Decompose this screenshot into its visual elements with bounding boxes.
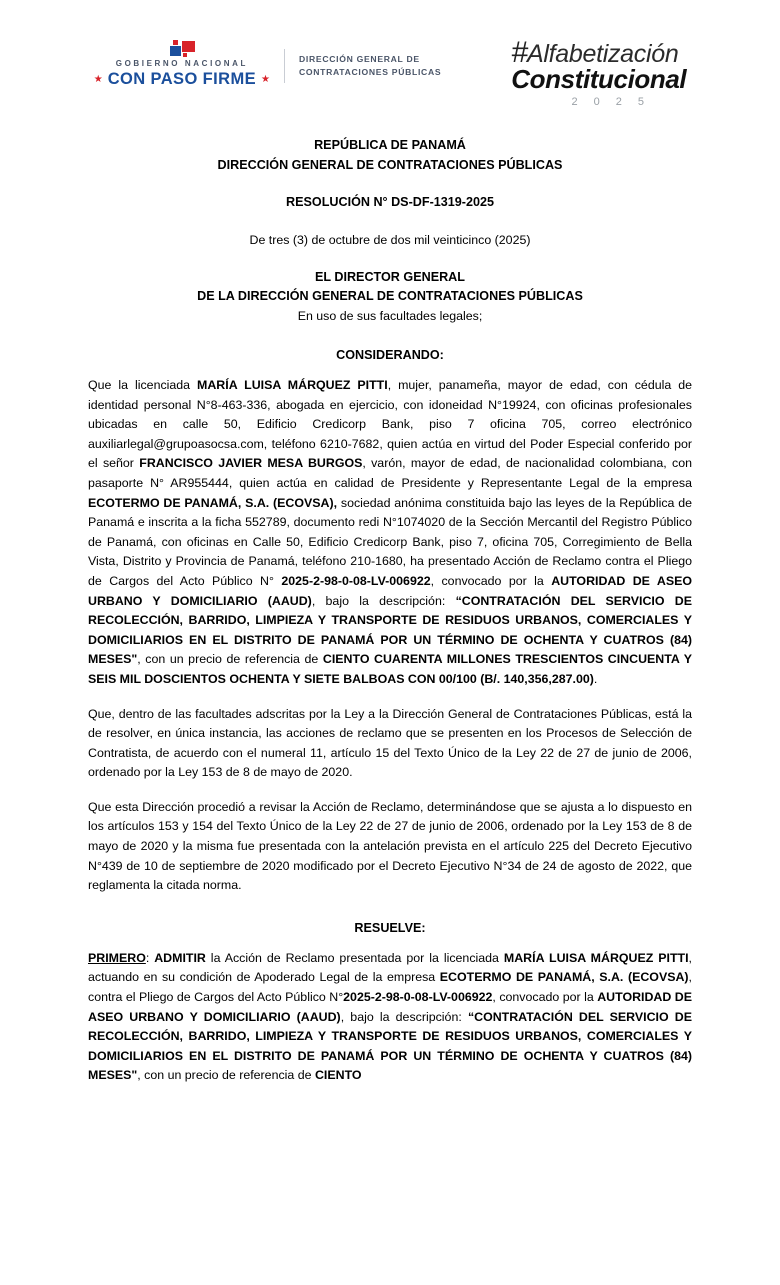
resolution-number: RESOLUCIÓN N° DS-DF-1319-2025 xyxy=(286,195,494,210)
p4-s10: , convocado por la xyxy=(492,990,598,1005)
campaign-word-alfabetizacion: Alfabetización xyxy=(526,40,679,68)
campaign-word-constitucional: Constitucional xyxy=(511,64,687,94)
gobierno-nacional-lockup xyxy=(94,38,284,89)
p1-s15: . xyxy=(593,671,598,686)
star-left-icon: ★ xyxy=(93,73,103,85)
resuelve-heading: RESUELVE: xyxy=(354,920,426,935)
con-paso-firme-text: CON PASO FIRME xyxy=(107,70,257,88)
flag-square-blue xyxy=(170,46,181,56)
p1-s11: , bajo la descripción: xyxy=(311,593,456,608)
agency-name-line-2: CONTRATACIONES PÚBLICAS xyxy=(298,67,442,77)
page-header xyxy=(0,0,780,114)
hashtag-icon: # xyxy=(511,36,527,69)
p1-s7: sociedad anónima constituida bajo las leyes de la República de Panamá e inscrita a la ficha 552789, documento redi N°1074020 de la Sección Mercantil del Registro Público de Panamá, con oficinas en Calle 50, Edificio Credicorp Bank, piso 7, oficina 705, Corregimiento de Bella Vista, Distrito y Provincia de Panamá, teléfono 210-1680, ha presentado Acción de Reclamo contra el Pliego de Cargos del Acto Público N° xyxy=(88,495,692,588)
star-right-icon: ★ xyxy=(261,73,270,85)
considerando-heading: CONSIDERANDO: xyxy=(336,348,444,363)
paragraph-considerando-2: Que, dentro de las facultades adscritas por la Ley a la Dirección General de Contrataciones Públicas, está la de resolver, en única instancia, las acciones de reclamo que se presenten en los Procesos de Selección de Contratista, de acuerdo con el numeral 11, artículo 15 del Texto Único de la Ley 22 de 27 de junio de 2006, ordenado por la Ley 153 de 8 de mayo de 2020. xyxy=(88,706,692,780)
con-paso-firme-lockup xyxy=(94,70,270,89)
country-title: REPÚBLICA DE PANAMÁ xyxy=(314,138,466,152)
campaign-year: 2025 xyxy=(571,96,661,108)
paragraph-considerando-3: Que esta Dirección procedió a revisar la Acción de Reclamo, determinándose que se ajusta a lo dispuesto en los artículos 153 y 154 del Texto Único de la Ley 22 de 27 de junio de 2006, ordenado por la Ley 153 de 8 de mayo de 2020 y la misma fue presentada con la antelación prevista en el artículo 225 del Decreto Ejecutivo N°439 de 10 de septiembre de 2020 modificado por el Decreto Ejecutivo N°34 de 24 de agosto de 2022, que reglamenta la citada norma. xyxy=(88,799,692,893)
p4-s14: , con un precio de referencia de xyxy=(137,1068,315,1083)
p1-lawyer-name: MARÍA LUISA MÁRQUEZ PITTI xyxy=(197,378,388,393)
p1-reference-price: CIENTO CUARENTA MILLONES TRESCIENTOS CINCUENTA Y SEIS MIL DOSCIENTOS OCHENTA Y SIETE BALBOAS CON 00/100 (B/. 140,356,287.00) xyxy=(88,652,692,686)
p1-s3: , mujer, panameña, mayor de edad, con cédula de identidad personal N°8-463-336, abogada en ejercicio, con idoneidad N°19924, con oficinas profesionales ubicadas en calle 50, Edificio Credicorp Bank, piso 7 oficina 705, correo electrónico auxiliarlegal@grupoasocsa.com, teléfono 6210-7682, quien actúa en virtud del Poder Especial conferido por el señor xyxy=(88,378,692,471)
p1-s13: , con un precio de referencia de xyxy=(137,652,323,667)
p4-reference-price-partial: CIENTO xyxy=(314,1068,362,1083)
brand-divider xyxy=(284,49,285,83)
agency-name-line-1: DIRECCIÓN GENERAL DE xyxy=(298,54,420,65)
p4-s8: , contra el Pliego de Cargos del Acto Público N° xyxy=(88,970,692,1005)
authority-line-3: En uso de sus facultades legales; xyxy=(297,308,483,323)
p4-convening-entity: AUTORIDAD DE ASEO URBANO Y DOMICILIARIO (AAUD) xyxy=(88,990,692,1024)
p1-s1: Que la licenciada xyxy=(88,378,198,393)
p1-contract-description: “CONTRATACIÓN DEL SERVICIO DE RECOLECCIÓN, BARRIDO, LIMPIEZA Y TRANSPORTE DE RESIDUOS URBANOS, COMERCIALES Y DOMICILIARIOS EN EL DISTRITO DE PANAMÁ POR UN TÉRMINO DE OCHENTA Y CUATROS (84) MESES" xyxy=(88,593,693,667)
flag-square-red-tiny xyxy=(183,53,187,57)
p1-act-number: 2025-2-98-0-08-LV-006922 xyxy=(281,573,431,588)
authority-line-1: EL DIRECTOR GENERAL xyxy=(315,269,465,284)
campaign-logo xyxy=(511,38,686,108)
document-body xyxy=(0,114,780,1086)
p1-s9: , convocado por la xyxy=(430,573,552,588)
p4-s6: , actuando en su condición de Apoderado Legal de la empresa xyxy=(88,950,692,985)
flag-square-red-small xyxy=(173,40,178,45)
p4-s2: : xyxy=(145,950,155,965)
panama-flag-icon xyxy=(162,38,202,57)
government-brand-logo xyxy=(94,38,442,89)
p1-company-name: ECOTERMO DE PANAMÁ, S.A. (ECOVSA), xyxy=(88,495,338,510)
resolution-date: De tres (3) de octubre de dos mil veinticinco (2025) xyxy=(249,232,531,247)
p1-representative-name: FRANCISCO JAVIER MESA BURGOS xyxy=(139,456,363,471)
paragraph-primero xyxy=(88,949,692,1086)
institution-title: DIRECCIÓN GENERAL DE CONTRATACIONES PÚBLICAS xyxy=(217,157,563,172)
p4-act-number: 2025-2-98-0-08-LV-006922 xyxy=(343,990,493,1005)
campaign-line-2 xyxy=(511,66,686,93)
p1-convening-entity: AUTORIDAD DE ASEO URBANO Y DOMICILIARIO (AAUD) xyxy=(88,573,692,608)
p4-s12: , bajo la descripción: xyxy=(340,1009,468,1024)
paragraph-considerando-1 xyxy=(88,376,692,690)
p4-contract-description: “CONTRATACIÓN DEL SERVICIO DE RECOLECCIÓN, BARRIDO, LIMPIEZA Y TRANSPORTE DE RESIDUOS URBANOS, COMERCIALES Y DOMICILIARIOS EN EL DISTRITO DE PANAMÁ POR UN TÉRMINO DE OCHENTA Y CUATROS (84) MESES" xyxy=(88,1009,692,1083)
gobierno-nacional-text: GOBIERNO NACIONAL xyxy=(115,59,248,68)
p4-company-name: ECOTERMO DE PANAMÁ, S.A. (ECOVSA) xyxy=(439,970,689,985)
p4-s4: la Acción de Reclamo presentada por la licenciada xyxy=(205,950,504,965)
p1-s5: , varón, mayor de edad, de nacionalidad colombiana, con pasaporte N° AR955444, quien actúa en calidad de Presidente y Representante Legal de la empresa xyxy=(88,456,693,490)
flag-square-red-large xyxy=(182,41,195,52)
p4-lawyer-name: MARÍA LUISA MÁRQUEZ PITTI xyxy=(503,950,689,965)
agency-name-block xyxy=(299,48,441,79)
authority-line-2: DE LA DIRECCIÓN GENERAL DE CONTRATACIONES PÚBLICAS xyxy=(197,289,583,304)
admitir-verb: ADMITIR xyxy=(154,950,206,965)
primero-label: PRIMERO xyxy=(88,950,146,965)
